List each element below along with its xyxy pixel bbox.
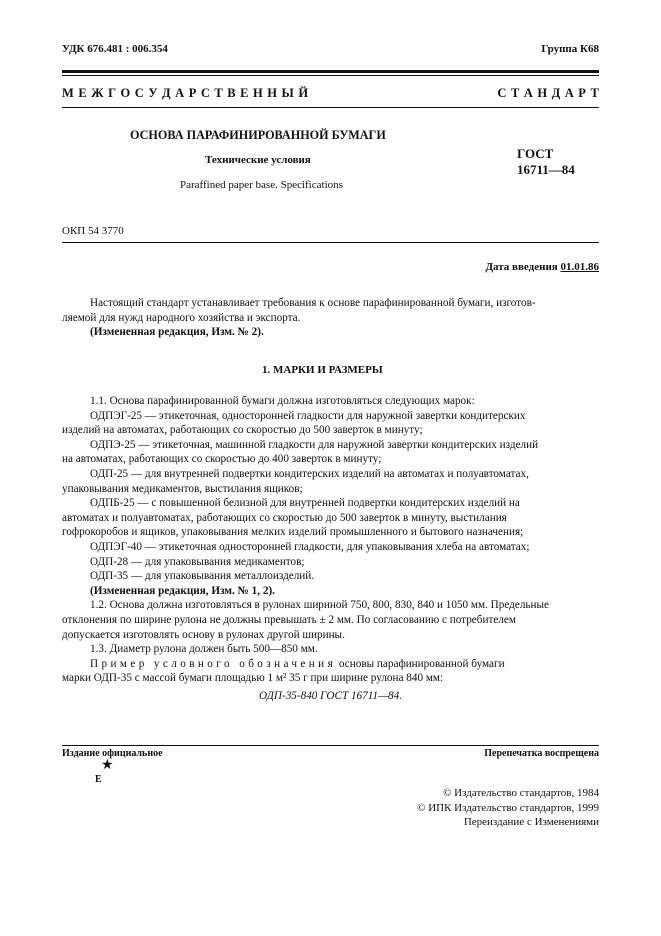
document-title: ОСНОВА ПАРАФИНИРОВАННОЙ БУМАГИ xyxy=(130,128,386,142)
okp-rule xyxy=(62,242,599,243)
intro-edition: (Измененная редакция, Изм. № 2). xyxy=(90,326,264,339)
intro-line: ляемой для нужд народного хозяйства и экспорта. xyxy=(62,311,301,324)
example-rest: основы парафинированной бумаги xyxy=(336,657,505,670)
grade-line: ОДП-25 — для внутренней подвертки кондитерских изделий на автоматах и полуавтоматах, xyxy=(90,467,529,480)
grade-line: изделий на автоматах, работающих со скоростью до 500 заверток в минуту; xyxy=(62,424,423,437)
grade-line: ОДПЭГ-25 — этикеточная, односторонней гладкости для наружной завертки кондитерских xyxy=(90,409,526,422)
clause-1-2: 1.2. Основа должна изготовляться в рулонах шириной 750, 800, 830, 840 и 1050 мм. Предельные xyxy=(90,599,549,612)
designation-example: ОДП-35-840 ГОСТ 16711—84. xyxy=(258,689,403,702)
clause-1-2: отклонения по ширине рулона не должны превышать ± 2 мм. По согласованию с потребителем xyxy=(62,613,516,626)
grade-line: автоматах и полуавтоматах, работающих со скоростью до 500 заверток в минуту, выстилания xyxy=(62,511,507,524)
clause-1-2: допускается изготовлять основу в рулонах другой ширины. xyxy=(62,628,345,641)
grade-line: ОДП-28 — для упаковывания медикаментов; xyxy=(90,555,305,568)
udk-code: УДК 676.481 : 006.354 xyxy=(62,43,168,55)
grade-line: ОДПЭ-25 — этикеточная, машинной гладкости для наружной завертки кондитерских изделий xyxy=(90,438,539,451)
clause-1-3: 1.3. Диаметр рулона должен быть 500—850 мм. xyxy=(90,643,318,656)
document-subtitle: Технические условия xyxy=(205,154,311,166)
intro-date-value: 01.01.86 xyxy=(560,261,599,273)
grade-line: ОДПБ-25 — с повышенной белизной для внутренней подвертки кондитерских изделий на xyxy=(90,497,520,510)
copyright-block xyxy=(417,786,599,830)
section1-body xyxy=(62,394,599,703)
gost-number: 16711—84 xyxy=(517,162,575,177)
grade-line: на автоматах, работающих со скоростью до 400 заверток в минуту; xyxy=(62,453,382,466)
copyright-1999: © ИПК Издательство стандартов, 1999 xyxy=(417,801,599,814)
intro-date-label: Дата введения xyxy=(485,261,558,273)
example-line2: марки ОДП-35 с массой бумаги площадью 1 м² 35 г при ширине рулона 840 мм: xyxy=(62,672,444,685)
interstate-rule xyxy=(62,107,599,108)
example-label: Пример условного обозначения xyxy=(90,657,337,670)
okp-code: ОКП 54 3770 xyxy=(62,225,124,237)
reissue-note: Переиздание с Изменениями xyxy=(463,816,599,828)
gost-label: ГОСТ xyxy=(517,146,554,161)
edition-note: (Измененная редакция, Изм. № 1, 2). xyxy=(90,584,275,597)
clause-1-1: 1.1. Основа парафинированной бумаги должна изготовляться следующих марок: xyxy=(90,395,475,407)
top-rule-thick xyxy=(62,70,599,73)
grade-line: упаковывания медикаментов, выстилания ящиков; xyxy=(62,482,303,495)
interstate-word2: С Т А Н Д А Р Т xyxy=(497,86,599,100)
interstate-word1: М Е Ж Г О С У Д А Р С Т В Е Н Н Ы Й xyxy=(62,86,309,100)
footer-rule xyxy=(62,745,599,746)
section-heading: 1. МАРКИ И РАЗМЕРЫ xyxy=(262,364,383,376)
official-edition: Издание официальное xyxy=(62,748,163,759)
grade-line: ОДП-35 — для упаковывания металлоизделий. xyxy=(90,570,315,583)
letter-mark: Е xyxy=(95,774,102,785)
copyright-1984: © Издательство стандартов, 1984 xyxy=(443,787,599,799)
intro-date xyxy=(485,261,599,273)
intro-paragraph xyxy=(62,296,599,340)
grade-line: гофрокоробов и ящиков, упаковывания мелких изделий промышленного и бытового назначения; xyxy=(62,526,524,539)
intro-line: Настоящий стандарт устанавливает требования к основе парафинированной бумаги, изготов- xyxy=(90,297,536,309)
star-icon: ★ xyxy=(101,758,114,773)
top-rule-thin xyxy=(62,75,599,76)
group-code: Группа К68 xyxy=(541,43,599,55)
grade-line: ОДПЭГ-40 — этикеточная односторонней гладкости, для упаковывания хлеба на автоматах; xyxy=(90,540,530,553)
english-title: Paraffined paper base. Specifications xyxy=(180,179,343,191)
example-line xyxy=(62,657,599,672)
reprint-prohibited: Перепечатка воспрещена xyxy=(484,748,599,759)
